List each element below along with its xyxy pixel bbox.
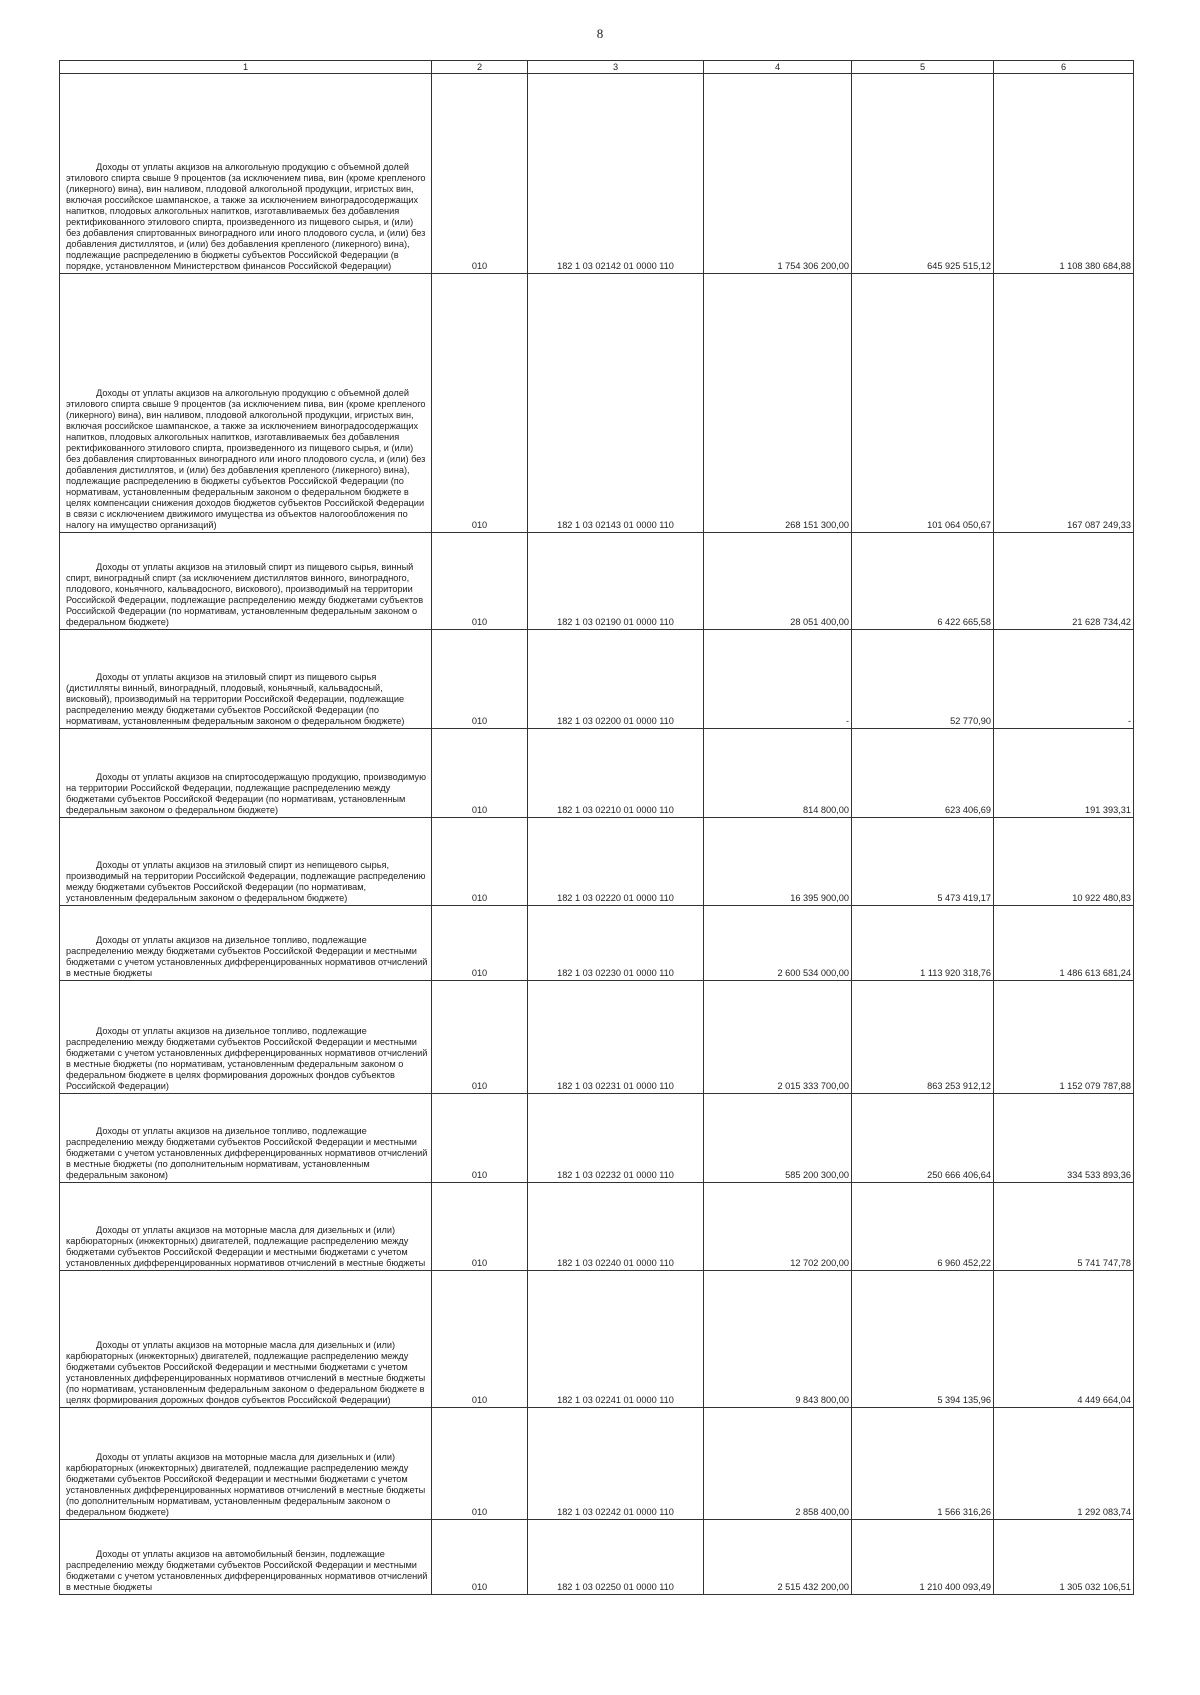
column-header: 5 (852, 61, 994, 74)
row-budget-code: 182 1 03 02143 01 0000 110 (528, 274, 704, 533)
row-line-code: 010 (432, 533, 528, 630)
column-header: 6 (994, 61, 1134, 74)
row-remaining: 191 393,31 (994, 729, 1134, 818)
row-budget-code: 182 1 03 02220 01 0000 110 (528, 818, 704, 906)
row-executed: 5 394 135,96 (852, 1271, 994, 1408)
row-remaining: 10 922 480,83 (994, 818, 1134, 906)
row-remaining: 167 087 249,33 (994, 274, 1134, 533)
row-approved: 2 015 333 700,00 (704, 981, 852, 1094)
row-budget-code: 182 1 03 02232 01 0000 110 (528, 1094, 704, 1183)
table-row (60, 818, 1134, 906)
table-row (60, 1408, 1134, 1520)
row-description: Доходы от уплаты акцизов на алкогольную продукцию с объемной долей этилового спирта свыше 9 процентов (за исключением пива, вин (кроме крепленого (ликерного) вина), вин наливом, плодовой алкогольной продукции, игристых вин, включая российское шампанское, а также за исключением виноградосодержащих напитков, плодовых алкогольных напитков, изготавливаемых без добавления ректификованного этилового спирта, произведенного из пищевого сырья, и (или) без добавления спиртованных виноградного или иного плодового сусла, и (или) без добавления дистиллятов, и (или) без добавления крепленого (ликерного) вина), подлежащие распределению в бюджеты субъектов Российской Федерации (в порядке, установленном Министерством финансов Российской Федерации) (60, 74, 432, 274)
row-remaining: 21 628 734,42 (994, 533, 1134, 630)
row-line-code: 010 (432, 1094, 528, 1183)
column-header: 3 (528, 61, 704, 74)
header-row (60, 61, 1134, 74)
row-budget-code: 182 1 03 02240 01 0000 110 (528, 1183, 704, 1271)
row-line-code: 010 (432, 1183, 528, 1271)
row-line-code: 010 (432, 729, 528, 818)
table-row (60, 1094, 1134, 1183)
row-executed: 645 925 515,12 (852, 74, 994, 274)
page-number: 8 (596, 26, 604, 41)
row-line-code: 010 (432, 274, 528, 533)
row-budget-code: 182 1 03 02230 01 0000 110 (528, 906, 704, 981)
row-budget-code: 182 1 03 02210 01 0000 110 (528, 729, 704, 818)
row-description: Доходы от уплаты акцизов на алкогольную продукцию с объемной долей этилового спирта свыше 9 процентов (за исключением пива, вин (кроме крепленого (ликерного) вина), вин наливом, плодовой алкогольной продукции, игристых вин, включая российское шампанское, а также за исключением виноградосодержащих напитков, плодовых алкогольных напитков, изготавливаемых без добавления ректификованного этилового спирта, произведенного из пищевого сырья, и (или) без добавления спиртованных виноградного или иного плодового сусла, и (или) без добавления дистиллятов, и (или) без добавления крепленого (ликерного) вина), подлежащие распределению в бюджеты субъектов Российской Федерации (по нормативам, установленным федеральным законом о федеральном бюджете в целях компенсации снижения доходов бюджетов субъектов Российской Федерации в связи с исключением движимого имущества из объектов налогообложения по налогу на имущество организаций) (60, 274, 432, 533)
row-approved: 2 858 400,00 (704, 1408, 852, 1520)
row-executed: 1 113 920 318,76 (852, 906, 994, 981)
column-header: 4 (704, 61, 852, 74)
row-executed: 863 253 912,12 (852, 981, 994, 1094)
table-row (60, 906, 1134, 981)
row-description: Доходы от уплаты акцизов на моторные масла для дизельных и (или) карбюраторных (инжекторных) двигателей, подлежащие распределению между бюджетами субъектов Российской Федерации и местными бюджетами с учетом установленных дифференцированных нормативов отчислений в местные бюджеты (по дополнительным нормативам, установленным федеральным законом о федеральном бюджете) (60, 1408, 432, 1520)
table-row (60, 630, 1134, 729)
row-budget-code: 182 1 03 02241 01 0000 110 (528, 1271, 704, 1408)
row-line-code: 010 (432, 1520, 528, 1595)
table-row (60, 729, 1134, 818)
row-budget-code: 182 1 03 02190 01 0000 110 (528, 533, 704, 630)
row-executed: 6 960 452,22 (852, 1183, 994, 1271)
row-executed: 52 770,90 (852, 630, 994, 729)
row-description: Доходы от уплаты акцизов на этиловый спирт из пищевого сырья (дистилляты винный, виноградный, плодовый, коньячный, кальвадосный, висковый), производимый на территории Российской Федерации, подлежащие распределению между бюджетами субъектов Российской Федерации (по нормативам, установленным федеральным законом о федеральном бюджете) (60, 630, 432, 729)
row-description: Доходы от уплаты акцизов на дизельное топливо, подлежащие распределению между бюджетами субъектов Российской Федерации и местными бюджетами с учетом установленных дифференцированных нормативов отчислений в местные бюджеты (по нормативам, установленным федеральным законом о федеральном бюджете в целях формирования дорожных фондов субъектов Российской Федерации) (60, 981, 432, 1094)
row-remaining: 1 108 380 684,88 (994, 74, 1134, 274)
row-approved: 585 200 300,00 (704, 1094, 852, 1183)
row-approved: 28 051 400,00 (704, 533, 852, 630)
row-approved: 268 151 300,00 (704, 274, 852, 533)
row-line-code: 010 (432, 906, 528, 981)
row-budget-code: 182 1 03 02142 01 0000 110 (528, 74, 704, 274)
row-approved: - (704, 630, 852, 729)
row-line-code: 010 (432, 818, 528, 906)
row-executed: 623 406,69 (852, 729, 994, 818)
column-header: 1 (60, 61, 432, 74)
row-approved: 2 515 432 200,00 (704, 1520, 852, 1595)
row-remaining: - (994, 630, 1134, 729)
row-line-code: 010 (432, 1271, 528, 1408)
row-executed: 6 422 665,58 (852, 533, 994, 630)
row-budget-code: 182 1 03 02231 01 0000 110 (528, 981, 704, 1094)
row-description: Доходы от уплаты акцизов на автомобильный бензин, подлежащие распределению между бюджетами субъектов Российской Федерации и местными бюджетами с учетом установленных дифференцированных нормативов отчислений в местные бюджеты (60, 1520, 432, 1595)
table-row (60, 1271, 1134, 1408)
row-budget-code: 182 1 03 02250 01 0000 110 (528, 1520, 704, 1595)
row-remaining: 4 449 664,04 (994, 1271, 1134, 1408)
row-executed: 1 566 316,26 (852, 1408, 994, 1520)
row-description: Доходы от уплаты акцизов на этиловый спирт из пищевого сырья, винный спирт, виноградный спирт (за исключением дистиллятов винного, виноградного, плодового, коньячного, кальвадосного, вискового), производимый на территории Российской Федерации, подлежащие распределению между бюджетами субъектов Российской Федерации (по нормативам, установленным федеральным законом о федеральном бюджете) (60, 533, 432, 630)
row-approved: 16 395 900,00 (704, 818, 852, 906)
row-remaining: 1 292 083,74 (994, 1408, 1134, 1520)
table-row (60, 1520, 1134, 1595)
row-approved: 2 600 534 000,00 (704, 906, 852, 981)
row-approved: 1 754 306 200,00 (704, 74, 852, 274)
row-executed: 101 064 050,67 (852, 274, 994, 533)
row-description: Доходы от уплаты акцизов на моторные масла для дизельных и (или) карбюраторных (инжекторных) двигателей, подлежащие распределению между бюджетами субъектов Российской Федерации и местными бюджетами с учетом установленных дифференцированных нормативов отчислений в местные бюджеты (60, 1183, 432, 1271)
row-approved: 12 702 200,00 (704, 1183, 852, 1271)
table-row (60, 533, 1134, 630)
row-budget-code: 182 1 03 02242 01 0000 110 (528, 1408, 704, 1520)
row-executed: 250 666 406,64 (852, 1094, 994, 1183)
row-line-code: 010 (432, 630, 528, 729)
row-executed: 5 473 419,17 (852, 818, 994, 906)
row-budget-code: 182 1 03 02200 01 0000 110 (528, 630, 704, 729)
row-description: Доходы от уплаты акцизов на спиртосодержащую продукцию, производимую на территории Российской Федерации, подлежащие распределению между бюджетами субъектов Российской Федерации (по нормативам, установленным федеральным законом о федеральном бюджете) (60, 729, 432, 818)
row-description: Доходы от уплаты акцизов на этиловый спирт из непищевого сырья, производимый на территории Российской Федерации, подлежащие распределению между бюджетами субъектов Российской Федерации (по нормативам, установленным федеральным законом о федеральном бюджете) (60, 818, 432, 906)
table-row (60, 1183, 1134, 1271)
row-line-code: 010 (432, 981, 528, 1094)
row-executed: 1 210 400 093,49 (852, 1520, 994, 1595)
table-row (60, 74, 1134, 274)
revenue-table (59, 60, 1134, 1595)
row-approved: 814 800,00 (704, 729, 852, 818)
row-description: Доходы от уплаты акцизов на дизельное топливо, подлежащие распределению между бюджетами субъектов Российской Федерации и местными бюджетами с учетом установленных дифференцированных нормативов отчислений в местные бюджеты (по дополнительным нормативам, установленным федеральным законом) (60, 1094, 432, 1183)
row-remaining: 1 305 032 106,51 (994, 1520, 1134, 1595)
row-description: Доходы от уплаты акцизов на дизельное топливо, подлежащие распределению между бюджетами субъектов Российской Федерации и местными бюджетами с учетом установленных дифференцированных нормативов отчислений в местные бюджеты (60, 906, 432, 981)
table-row (60, 981, 1134, 1094)
row-approved: 9 843 800,00 (704, 1271, 852, 1408)
table-row (60, 274, 1134, 533)
row-line-code: 010 (432, 1408, 528, 1520)
row-description: Доходы от уплаты акцизов на моторные масла для дизельных и (или) карбюраторных (инжекторных) двигателей, подлежащие распределению между бюджетами субъектов Российской Федерации и местными бюджетами с учетом установленных дифференцированных нормативов отчислений в местные бюджеты (по нормативам, установленным федеральным законом о федеральном бюджете в целях формирования дорожных фондов субъектов Российской Федерации) (60, 1271, 432, 1408)
row-remaining: 1 486 613 681,24 (994, 906, 1134, 981)
column-header: 2 (432, 61, 528, 74)
row-remaining: 1 152 079 787,88 (994, 981, 1134, 1094)
row-remaining: 334 533 893,36 (994, 1094, 1134, 1183)
row-remaining: 5 741 747,78 (994, 1183, 1134, 1271)
row-line-code: 010 (432, 74, 528, 274)
